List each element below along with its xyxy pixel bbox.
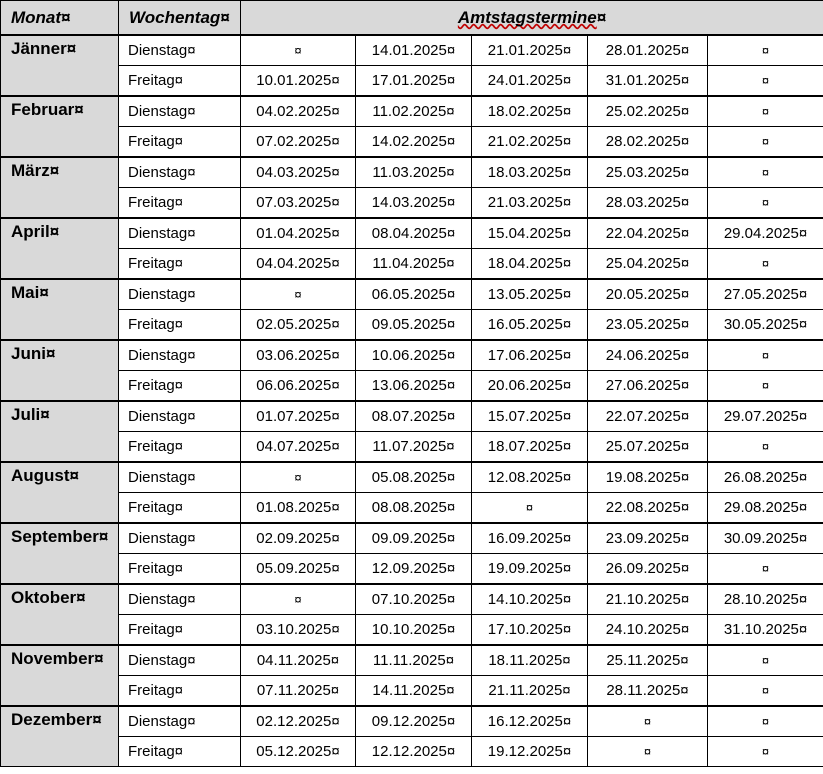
month-cell: Jänner¤	[1, 35, 119, 96]
date-cell: 01.04.2025¤	[241, 218, 356, 249]
table-row	[1, 279, 823, 310]
month-cell: Juli¤	[1, 401, 119, 462]
date-cell: 31.01.2025¤	[588, 66, 708, 97]
date-cell: 20.06.2025¤	[472, 371, 588, 402]
date-cell: 14.11.2025¤	[356, 676, 472, 707]
date-cell: 04.04.2025¤	[241, 249, 356, 280]
date-cell: ¤	[472, 493, 588, 524]
date-cell: 14.03.2025¤	[356, 188, 472, 219]
date-cell: 08.04.2025¤	[356, 218, 472, 249]
date-cell: 13.06.2025¤	[356, 371, 472, 402]
weekday-cell: Freitag¤	[119, 554, 241, 585]
date-cell: 08.08.2025¤	[356, 493, 472, 524]
date-cell: ¤	[241, 584, 356, 615]
month-header: Monat¤	[1, 1, 119, 36]
date-cell: 15.07.2025¤	[472, 401, 588, 432]
date-cell: 18.07.2025¤	[472, 432, 588, 463]
month-cell: Oktober¤	[1, 584, 119, 645]
date-cell: ¤	[708, 645, 823, 676]
date-cell: ¤	[708, 737, 823, 767]
date-cell: 27.05.2025¤	[708, 279, 823, 310]
table-row	[1, 645, 823, 676]
date-cell: 09.09.2025¤	[356, 523, 472, 554]
month-cell: Februar¤	[1, 96, 119, 157]
month-cell: Mai¤	[1, 279, 119, 340]
weekday-cell: Freitag¤	[119, 66, 241, 97]
date-cell: 22.04.2025¤	[588, 218, 708, 249]
date-cell: 27.06.2025¤	[588, 371, 708, 402]
date-cell: 05.12.2025¤	[241, 737, 356, 767]
dates-header-text: Amtstagstermine	[457, 7, 597, 27]
date-cell: 28.11.2025¤	[588, 676, 708, 707]
date-cell: ¤	[241, 462, 356, 493]
date-cell: 14.02.2025¤	[356, 127, 472, 158]
date-cell: ¤	[708, 432, 823, 463]
date-cell: 23.09.2025¤	[588, 523, 708, 554]
weekday-cell: Dienstag¤	[119, 35, 241, 66]
date-cell: 03.10.2025¤	[241, 615, 356, 646]
date-cell: ¤	[708, 554, 823, 585]
weekday-cell: Dienstag¤	[119, 218, 241, 249]
dates-header-mark: ¤	[596, 7, 607, 27]
date-cell: 04.11.2025¤	[241, 645, 356, 676]
month-cell: Dezember¤	[1, 706, 119, 767]
date-cell: 04.02.2025¤	[241, 96, 356, 127]
date-cell: 10.06.2025¤	[356, 340, 472, 371]
date-cell: 28.02.2025¤	[588, 127, 708, 158]
table-row	[1, 66, 823, 97]
date-cell: 03.06.2025¤	[241, 340, 356, 371]
date-cell: 17.10.2025¤	[472, 615, 588, 646]
table-row	[1, 432, 823, 463]
date-cell: 18.11.2025¤	[472, 645, 588, 676]
date-cell: 24.01.2025¤	[472, 66, 588, 97]
header-row	[1, 1, 823, 36]
date-cell: ¤	[708, 706, 823, 737]
date-cell: 22.07.2025¤	[588, 401, 708, 432]
dates-header	[241, 1, 823, 36]
date-cell: ¤	[588, 706, 708, 737]
table-row	[1, 706, 823, 737]
date-cell: 20.05.2025¤	[588, 279, 708, 310]
month-cell: März¤	[1, 157, 119, 218]
date-cell: 26.09.2025¤	[588, 554, 708, 585]
date-cell: 25.02.2025¤	[588, 96, 708, 127]
date-cell: 29.04.2025¤	[708, 218, 823, 249]
table-row	[1, 401, 823, 432]
date-cell: 26.08.2025¤	[708, 462, 823, 493]
weekday-cell: Freitag¤	[119, 371, 241, 402]
date-cell: 07.11.2025¤	[241, 676, 356, 707]
date-cell: 21.10.2025¤	[588, 584, 708, 615]
weekday-cell: Freitag¤	[119, 737, 241, 767]
date-cell: 25.03.2025¤	[588, 157, 708, 188]
date-cell: 10.10.2025¤	[356, 615, 472, 646]
date-cell: 23.05.2025¤	[588, 310, 708, 341]
date-cell: 01.07.2025¤	[241, 401, 356, 432]
date-cell: 21.01.2025¤	[472, 35, 588, 66]
date-cell: 10.01.2025¤	[241, 66, 356, 97]
date-cell: ¤	[708, 340, 823, 371]
weekday-header: Wochentag¤	[119, 1, 241, 36]
date-cell: 18.03.2025¤	[472, 157, 588, 188]
date-cell: ¤	[708, 66, 823, 97]
date-cell: 18.02.2025¤	[472, 96, 588, 127]
date-cell: 04.03.2025¤	[241, 157, 356, 188]
date-cell: 19.08.2025¤	[588, 462, 708, 493]
table-row	[1, 493, 823, 524]
date-cell: 30.05.2025¤	[708, 310, 823, 341]
date-cell: 05.08.2025¤	[356, 462, 472, 493]
table-row	[1, 676, 823, 707]
date-cell: ¤	[708, 35, 823, 66]
date-cell: 28.10.2025¤	[708, 584, 823, 615]
table-row	[1, 127, 823, 158]
date-cell: 02.09.2025¤	[241, 523, 356, 554]
date-cell: ¤	[708, 188, 823, 219]
table-row	[1, 35, 823, 66]
date-cell: ¤	[588, 737, 708, 767]
weekday-cell: Dienstag¤	[119, 523, 241, 554]
date-cell: 11.11.2025¤	[356, 645, 472, 676]
date-cell: 28.03.2025¤	[588, 188, 708, 219]
date-cell: 02.12.2025¤	[241, 706, 356, 737]
date-cell: ¤	[708, 96, 823, 127]
date-cell: 28.01.2025¤	[588, 35, 708, 66]
weekday-cell: Freitag¤	[119, 188, 241, 219]
weekday-cell: Dienstag¤	[119, 462, 241, 493]
table-row	[1, 371, 823, 402]
date-cell: 11.03.2025¤	[356, 157, 472, 188]
date-cell: ¤	[708, 127, 823, 158]
date-cell: 08.07.2025¤	[356, 401, 472, 432]
date-cell: 01.08.2025¤	[241, 493, 356, 524]
weekday-cell: Dienstag¤	[119, 401, 241, 432]
date-cell: 18.04.2025¤	[472, 249, 588, 280]
date-cell: 15.04.2025¤	[472, 218, 588, 249]
date-cell: 11.04.2025¤	[356, 249, 472, 280]
month-cell: September¤	[1, 523, 119, 584]
month-cell: Juni¤	[1, 340, 119, 401]
weekday-cell: Freitag¤	[119, 310, 241, 341]
date-cell: 11.07.2025¤	[356, 432, 472, 463]
date-cell: 19.09.2025¤	[472, 554, 588, 585]
table-row	[1, 584, 823, 615]
table-body	[1, 35, 823, 767]
date-cell: 09.12.2025¤	[356, 706, 472, 737]
weekday-cell: Freitag¤	[119, 493, 241, 524]
table-row	[1, 157, 823, 188]
month-cell: April¤	[1, 218, 119, 279]
date-cell: 25.04.2025¤	[588, 249, 708, 280]
date-cell: 07.03.2025¤	[241, 188, 356, 219]
weekday-cell: Dienstag¤	[119, 706, 241, 737]
date-cell: 11.02.2025¤	[356, 96, 472, 127]
table-row	[1, 554, 823, 585]
date-cell: 16.09.2025¤	[472, 523, 588, 554]
date-cell: 05.09.2025¤	[241, 554, 356, 585]
weekday-cell: Dienstag¤	[119, 584, 241, 615]
table-row	[1, 462, 823, 493]
date-cell: ¤	[708, 249, 823, 280]
weekday-cell: Freitag¤	[119, 432, 241, 463]
date-cell: 06.05.2025¤	[356, 279, 472, 310]
table-row	[1, 340, 823, 371]
table-row	[1, 188, 823, 219]
date-cell: 25.11.2025¤	[588, 645, 708, 676]
date-cell: ¤	[708, 371, 823, 402]
date-cell: 21.03.2025¤	[472, 188, 588, 219]
date-cell: 06.06.2025¤	[241, 371, 356, 402]
date-cell: 17.01.2025¤	[356, 66, 472, 97]
date-cell: 07.02.2025¤	[241, 127, 356, 158]
date-cell: 22.08.2025¤	[588, 493, 708, 524]
date-cell: 12.12.2025¤	[356, 737, 472, 767]
date-cell: 04.07.2025¤	[241, 432, 356, 463]
date-cell: 25.07.2025¤	[588, 432, 708, 463]
weekday-cell: Dienstag¤	[119, 645, 241, 676]
weekday-cell: Dienstag¤	[119, 96, 241, 127]
date-cell: 12.08.2025¤	[472, 462, 588, 493]
date-cell: 31.10.2025¤	[708, 615, 823, 646]
date-cell: 21.02.2025¤	[472, 127, 588, 158]
date-cell: 29.07.2025¤	[708, 401, 823, 432]
date-cell: ¤	[241, 279, 356, 310]
date-cell: 12.09.2025¤	[356, 554, 472, 585]
date-cell: 19.12.2025¤	[472, 737, 588, 767]
date-cell: 30.09.2025¤	[708, 523, 823, 554]
weekday-cell: Dienstag¤	[119, 157, 241, 188]
table-row	[1, 249, 823, 280]
table-row	[1, 615, 823, 646]
date-cell: ¤	[708, 676, 823, 707]
date-cell: 29.08.2025¤	[708, 493, 823, 524]
date-cell: 24.06.2025¤	[588, 340, 708, 371]
date-cell: ¤	[241, 35, 356, 66]
date-cell: 14.01.2025¤	[356, 35, 472, 66]
date-cell: 24.10.2025¤	[588, 615, 708, 646]
date-cell: 21.11.2025¤	[472, 676, 588, 707]
weekday-cell: Freitag¤	[119, 249, 241, 280]
date-cell: 09.05.2025¤	[356, 310, 472, 341]
date-cell: 07.10.2025¤	[356, 584, 472, 615]
weekday-cell: Dienstag¤	[119, 340, 241, 371]
month-cell: November¤	[1, 645, 119, 706]
weekday-cell: Freitag¤	[119, 615, 241, 646]
month-cell: August¤	[1, 462, 119, 523]
weekday-cell: Freitag¤	[119, 676, 241, 707]
table-row	[1, 523, 823, 554]
date-cell: 17.06.2025¤	[472, 340, 588, 371]
date-cell: 16.12.2025¤	[472, 706, 588, 737]
table-row	[1, 218, 823, 249]
table-row	[1, 96, 823, 127]
weekday-cell: Dienstag¤	[119, 279, 241, 310]
table-row	[1, 310, 823, 341]
table-row	[1, 737, 823, 767]
date-cell: 16.05.2025¤	[472, 310, 588, 341]
weekday-cell: Freitag¤	[119, 127, 241, 158]
date-cell: 14.10.2025¤	[472, 584, 588, 615]
date-cell: 02.05.2025¤	[241, 310, 356, 341]
date-cell: ¤	[708, 157, 823, 188]
date-cell: 13.05.2025¤	[472, 279, 588, 310]
